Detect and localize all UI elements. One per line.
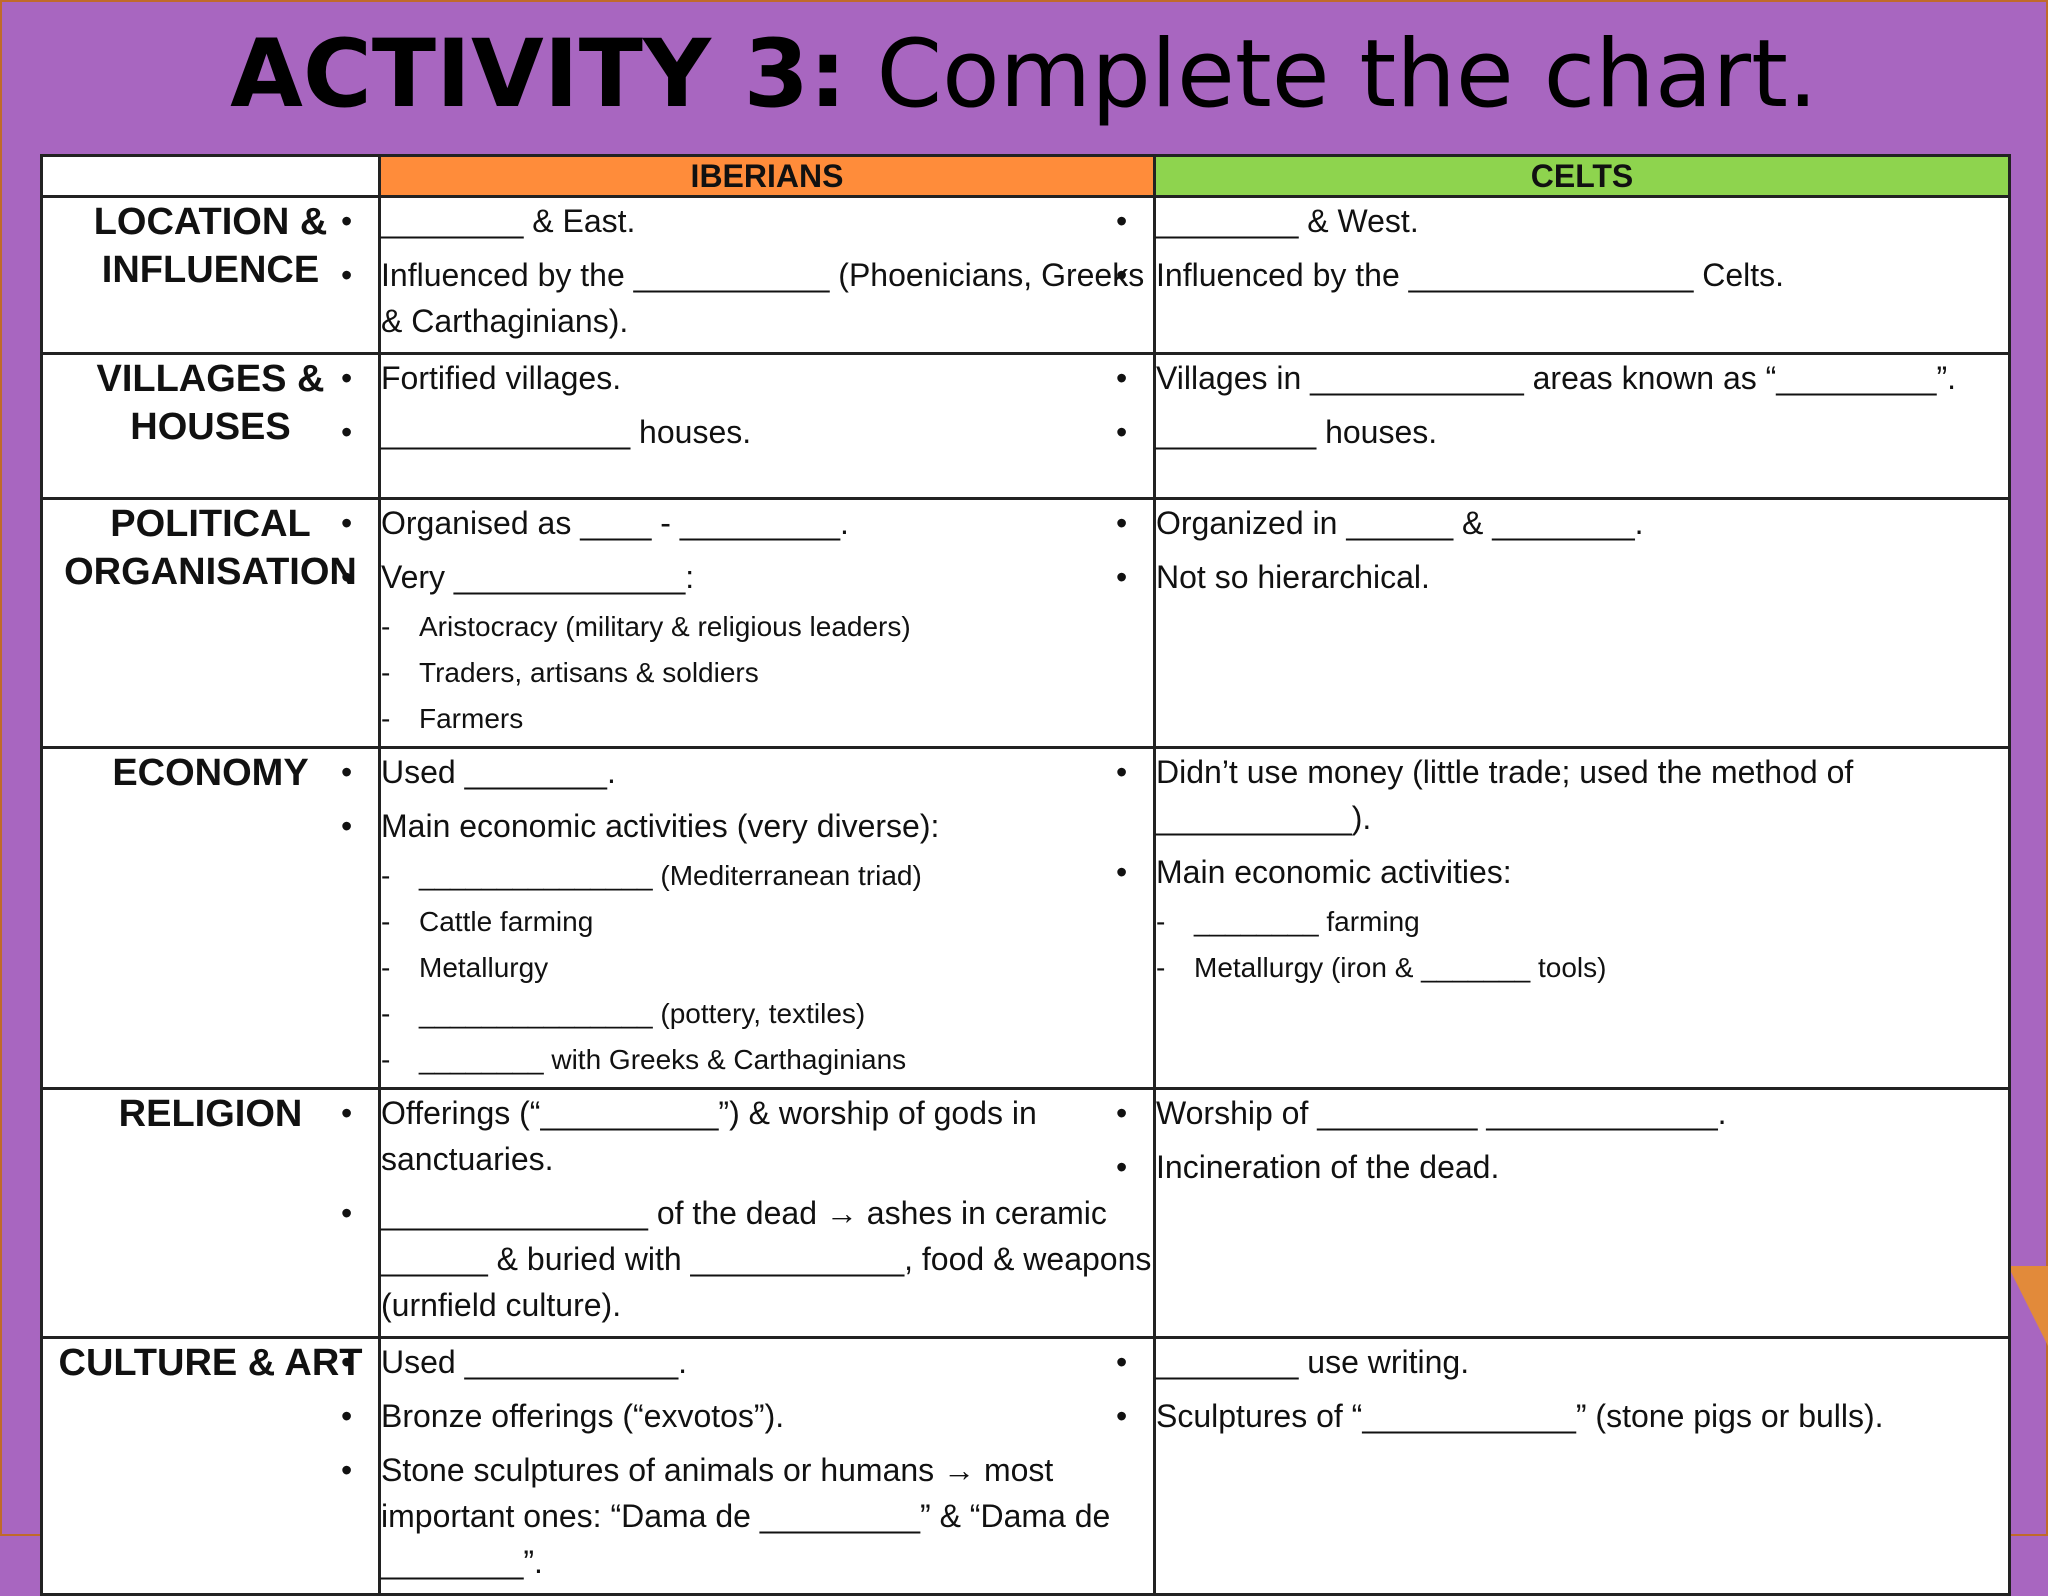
celts-cell <box>1155 1089 2010 1338</box>
sub-bullet-item: - _______________ (pottery, textiles) <box>419 995 1153 1033</box>
bullet-item: • Incineration of the dead. <box>1156 1144 2008 1190</box>
bullet-item: • Main economic activities (very diverse): <box>381 803 1153 849</box>
bullet-item: • _________ houses. <box>1156 409 2008 455</box>
row-label <box>42 354 380 499</box>
bullet-item: • Organised as ____ - _________. <box>381 500 1153 546</box>
row-label-text: RELIGION <box>118 1093 303 1135</box>
iberians-cell <box>380 354 1155 499</box>
celts-cell <box>1155 354 2010 499</box>
celts-header: CELTS <box>1155 156 2010 197</box>
sub-bullet-item: - Aristocracy (military & religious leaders) <box>419 608 1153 646</box>
celts-cell <box>1155 1338 2010 1595</box>
row-location-influence <box>42 197 2010 354</box>
celts-cell <box>1155 197 2010 354</box>
iberians-cell <box>380 1089 1155 1338</box>
celts-cell <box>1155 499 2010 748</box>
bullet-item: • Influenced by the ________________ Celts. <box>1156 252 2008 298</box>
bullet-item: • _______________ of the dead → ashes in ceramic ______ & buried with ____________, food & weapons (urnfield culture). <box>381 1190 1153 1328</box>
page-curl-corner <box>2008 1266 2048 1346</box>
bullet-item: • Didn’t use money (little trade; used the method of ___________). <box>1156 749 2008 841</box>
row-political-organisation <box>42 499 2010 748</box>
title-activity-label: ACTIVITY 3: <box>230 20 847 129</box>
bullet-item: • Used ____________. <box>381 1339 1153 1385</box>
celts-cell <box>1155 748 2010 1089</box>
bullet-item: • ______________ houses. <box>381 409 1153 455</box>
row-label <box>42 197 380 354</box>
row-label-text: VILLAGES & HOUSES <box>96 358 325 448</box>
iberians-cell <box>380 748 1155 1089</box>
row-villages-houses <box>42 354 2010 499</box>
bullet-item: • Worship of _________ _____________. <box>1156 1090 2008 1136</box>
bullet-item: • Used ________. <box>381 749 1153 795</box>
sub-bullet-item: - _______________ (Mediterranean triad) <box>419 857 1153 895</box>
row-label-text: LOCATION & INFLUENCE <box>93 201 328 291</box>
bullet-item: • ________ use writing. <box>1156 1339 2008 1385</box>
bullet-item: • ________ & West. <box>1156 198 2008 244</box>
title-instruction: Complete the chart. <box>846 20 1818 129</box>
row-label <box>42 499 380 748</box>
bullet-item: • Organized in ______ & ________. <box>1156 500 2008 546</box>
iberians-header: IBERIANS <box>380 156 1155 197</box>
iberians-cell <box>380 1338 1155 1595</box>
bullet-item: • Fortified villages. <box>381 355 1153 401</box>
bullet-item: • Bronze offerings (“exvotos”). <box>381 1393 1153 1439</box>
row-label <box>42 1338 380 1595</box>
bullet-item: • Offerings (“__________”) & worship of gods in sanctuaries. <box>381 1090 1153 1182</box>
bullet-item: • ________ & East. <box>381 198 1153 244</box>
sub-bullet-item: - Metallurgy <box>419 949 1153 987</box>
row-culture-art <box>42 1338 2010 1595</box>
bullet-item: • Stone sculptures of animals or humans → most important ones: “Dama de _________” & “Dama de ________”. <box>381 1447 1153 1585</box>
slide-title <box>0 20 2048 130</box>
row-label <box>42 748 380 1089</box>
comparison-chart <box>40 154 2011 1596</box>
header-row <box>42 156 2010 197</box>
row-label-text: ECONOMY <box>112 752 309 794</box>
iberians-cell <box>380 499 1155 748</box>
iberians-cell <box>380 197 1155 354</box>
sub-bullet-item: - ________ farming <box>1194 903 2008 941</box>
row-label <box>42 1089 380 1338</box>
row-label-text: POLITICAL ORGANISATION <box>64 503 357 593</box>
bullet-item: • Villages in ____________ areas known as “_________”. <box>1156 355 2008 401</box>
bullet-item: • Main economic activities: <box>1156 849 2008 895</box>
sub-bullet-item: - Traders, artisans & soldiers <box>419 654 1153 692</box>
bullet-item: • Very _____________: <box>381 554 1153 600</box>
bullet-item: • Influenced by the ___________ (Phoenicians, Greeks & Carthaginians). <box>381 252 1153 344</box>
bullet-item: • Not so hierarchical. <box>1156 554 2008 600</box>
row-economy <box>42 748 2010 1089</box>
bullet-item: • Sculptures of “____________” (stone pigs or bulls). <box>1156 1393 2008 1439</box>
row-religion <box>42 1089 2010 1338</box>
sub-bullet-item: - ________ with Greeks & Carthaginians <box>419 1041 1153 1079</box>
corner-header-cell <box>42 156 380 197</box>
row-label-text: CULTURE & ART <box>58 1342 363 1384</box>
sub-bullet-item: - Cattle farming <box>419 903 1153 941</box>
sub-bullet-item: - Metallurgy (iron & _______ tools) <box>1194 949 2008 987</box>
sub-bullet-item: - Farmers <box>419 700 1153 738</box>
